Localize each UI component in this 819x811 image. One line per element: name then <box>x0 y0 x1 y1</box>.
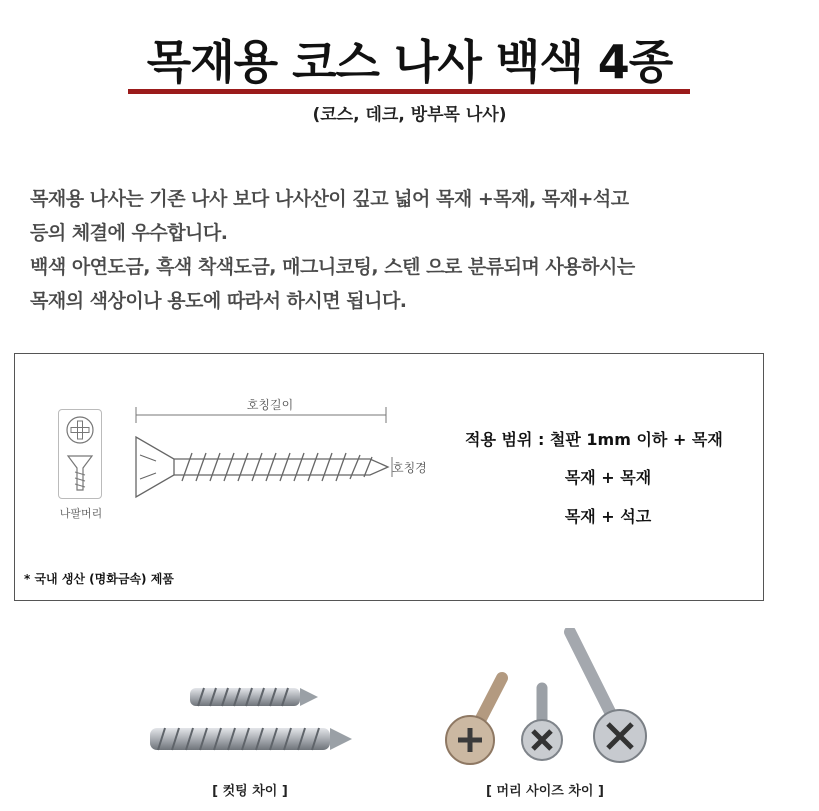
head-type-caption: 나팔머리 <box>59 507 103 520</box>
cutting-difference-caption: [ 컷팅 차이 ] <box>212 784 288 799</box>
page-title: 목재용 코스 나사 백색 4종 <box>146 35 673 89</box>
description-line: 목재용 나사는 기존 나사 보다 나사산이 깊고 넓어 목재 +목재, 목재+석고 <box>30 188 629 210</box>
cutting-difference-photo <box>140 676 360 766</box>
head-size-difference-caption: [ 머리 사이즈 차이 ] <box>486 784 604 799</box>
description-line: 백색 아연도금, 흑색 착색도금, 매그니코팅, 스텐 으로 분류되며 사용하시는 <box>30 256 635 278</box>
manufacturer-note: * 국내 생산 (명화금속) 제품 <box>24 572 174 586</box>
nominal-length-label: 호칭길이 <box>246 398 294 412</box>
phillips-head-icon <box>59 410 101 498</box>
title-underline <box>128 89 690 94</box>
screw-head-figure <box>58 409 102 499</box>
product-description <box>30 182 800 318</box>
nominal-diameter-label: 호칭경 <box>392 461 427 475</box>
application-range: 적용 범위 : 철판 1mm 이하 + 목재 <box>465 430 723 449</box>
head-size-difference-photo <box>430 628 660 768</box>
application-item: 목재 + 목재 <box>564 468 652 487</box>
description-line: 등의 체결에 우수합니다. <box>30 222 228 244</box>
page-subtitle: (코스, 데크, 방부목 나사) <box>312 105 507 125</box>
description-line: 목재의 색상이나 용도에 따라서 하시면 됩니다. <box>30 290 407 312</box>
application-item: 목재 + 석고 <box>564 507 652 526</box>
